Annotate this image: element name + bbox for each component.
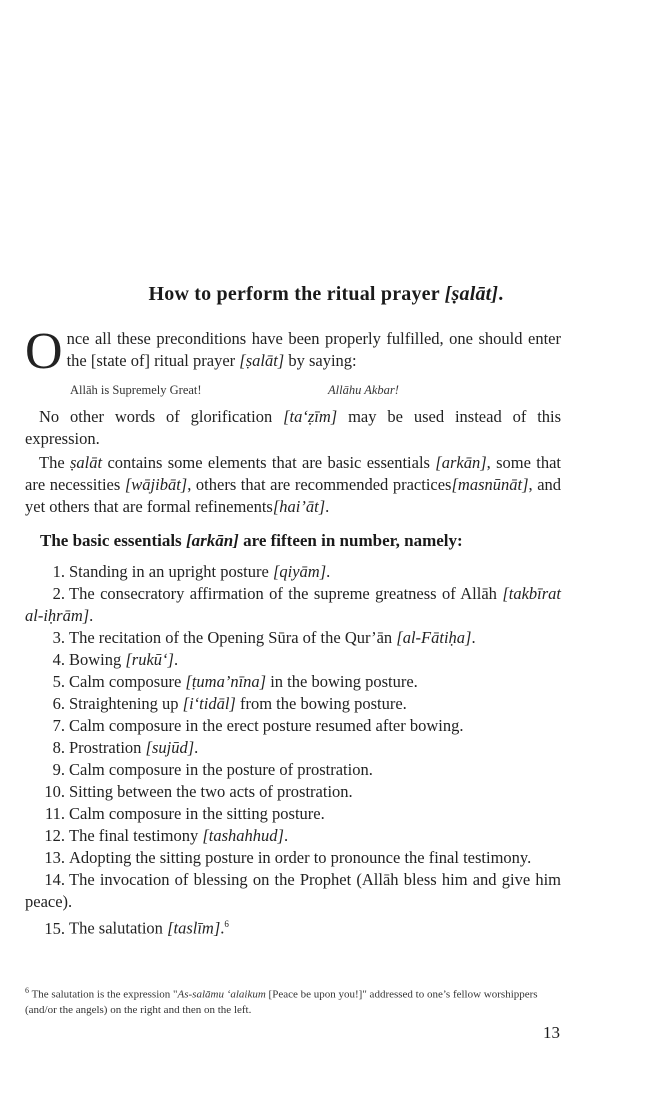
- list-item: [25, 627, 561, 649]
- section-title: [0, 283, 652, 306]
- list-item-term: [taslīm]: [167, 918, 221, 938]
- list-item-term: [i‘tidāl]: [182, 694, 236, 713]
- list-item-number: 10.: [44, 782, 65, 801]
- list-item: [25, 913, 561, 940]
- list-item: [25, 825, 561, 847]
- footnote-reference: 6: [224, 919, 229, 929]
- list-item-number: 6.: [52, 694, 65, 713]
- subheading-essentials: The basic essentials [arkān] are fifteen in number, namely:: [40, 531, 463, 550]
- list-item: [25, 759, 561, 781]
- list-item-after: .: [220, 918, 225, 938]
- list-item-text: The recitation of the Opening Sūra of the Qur’ān: [69, 628, 393, 647]
- list-item-term: [al-Fātiḥa]: [396, 628, 472, 647]
- list-item-term: [qiyām]: [272, 562, 327, 581]
- list-item: [25, 869, 561, 913]
- list-item-number: 12.: [44, 826, 65, 845]
- list-item-after: .: [283, 826, 289, 845]
- term-tazim: [ta‘ẓīm]: [283, 407, 338, 426]
- opening-term: [ṣalāt]: [239, 351, 285, 370]
- opening-text: nce all these preconditions have been properly fulfilled, one should enter the [state of] ritual prayer [ṣalāt] by saying:: [66, 329, 561, 370]
- list-item-text: The final testimony: [69, 826, 199, 845]
- list-item-text: Standing in an upright posture: [69, 562, 269, 581]
- list-item-text: Calm composure: [69, 672, 182, 691]
- formula-english: Allāh is Supremely Great!: [70, 383, 202, 397]
- list-item-number: 5.: [52, 672, 65, 691]
- list-item: [25, 583, 561, 627]
- list-item-number: 8.: [52, 738, 65, 757]
- list-item: [25, 561, 561, 583]
- list-item: [25, 803, 561, 825]
- formula-arabic: Allāhu Akbar!: [328, 383, 399, 397]
- list-item-text: Straightening up: [69, 694, 179, 713]
- list-item: [25, 737, 561, 759]
- opening-paragraph: [25, 323, 561, 380]
- list-item-term: [rukū‘]: [125, 650, 174, 669]
- list-item: [25, 715, 561, 737]
- list-item-after: .: [173, 650, 179, 669]
- list-item-text: Prostration: [69, 738, 142, 757]
- list-item-after: from the bowing posture.: [239, 694, 407, 713]
- list-item-number: 14.: [44, 870, 65, 889]
- list-item-term: [ṭuma’nīna]: [185, 672, 267, 691]
- list-item-number: 11.: [44, 804, 65, 823]
- footnote-mark: 6: [25, 986, 29, 995]
- footnote: $^6$ The salutation is the expression "As-salāmu ‘alaikum [Peace be upon you!]" addressed to one’s fellow worshippers (and/or the angels) on the right and then on the left.: [25, 986, 538, 1016]
- list-item-term: [sujūd]: [145, 738, 195, 757]
- list-item-after: .: [194, 738, 199, 757]
- list-item-number: 2.: [52, 584, 65, 603]
- title-period: .: [498, 283, 504, 305]
- list-item-number: 15.: [44, 918, 65, 938]
- list-item-text: Bowing: [69, 650, 122, 669]
- list-item-number: 4.: [52, 650, 65, 669]
- list-item: [25, 847, 561, 869]
- list-item: [25, 781, 561, 803]
- page-number: 13: [543, 1023, 560, 1042]
- list-item-text: The salutation: [69, 918, 163, 938]
- title-text: How to perform the ritual prayer: [148, 283, 440, 305]
- list-item-number: 13.: [44, 848, 65, 867]
- list-item-number: 7.: [52, 716, 65, 735]
- list-item-text: Sitting between the two acts of prostration.: [69, 782, 353, 801]
- list-item-text: Adopting the sitting posture in order to pronounce the final testimony.: [69, 848, 532, 867]
- list-item-after: .: [326, 562, 331, 581]
- list-item-text: Calm composure in the erect posture resumed after bowing.: [69, 716, 464, 735]
- list-item-text: The invocation of blessing on the Prophet (Allāh bless him and give him peace).: [25, 870, 561, 911]
- list-item-number: 1.: [52, 562, 65, 581]
- list-item-text: Calm composure in the sitting posture.: [69, 804, 325, 823]
- paragraph-glorification: No other words of glorification [ta‘ẓīm] may be used instead of this expression.: [25, 407, 562, 448]
- list-item: [25, 693, 561, 715]
- list-item-term: [takbīrat al-iḥrām]: [25, 584, 561, 625]
- title-term: [ṣalāt]: [444, 283, 499, 305]
- list-item-term: [tashahhud]: [202, 826, 284, 845]
- essentials-list: [25, 561, 561, 940]
- list-item: [25, 649, 561, 671]
- list-item-text: Calm composure in the posture of prostration.: [69, 760, 373, 779]
- paragraph-elements: The ṣalāt contains some elements that are basic essentials [arkān], some that are necessities [wājibāt], others that are recommended practices[masnūnāt], and yet others that are formal refinements[hai’āt].: [25, 453, 562, 516]
- list-item-after: .: [89, 606, 94, 625]
- list-item-after: in the bowing posture.: [270, 672, 418, 691]
- list-item-number: 9.: [52, 760, 65, 779]
- list-item-text: The consecratory affirmation of the supreme greatness of Allāh: [69, 584, 497, 603]
- drop-cap: O: [25, 323, 63, 380]
- list-item: [25, 671, 561, 693]
- list-item-number: 3.: [52, 628, 65, 647]
- list-item-after: .: [471, 628, 476, 647]
